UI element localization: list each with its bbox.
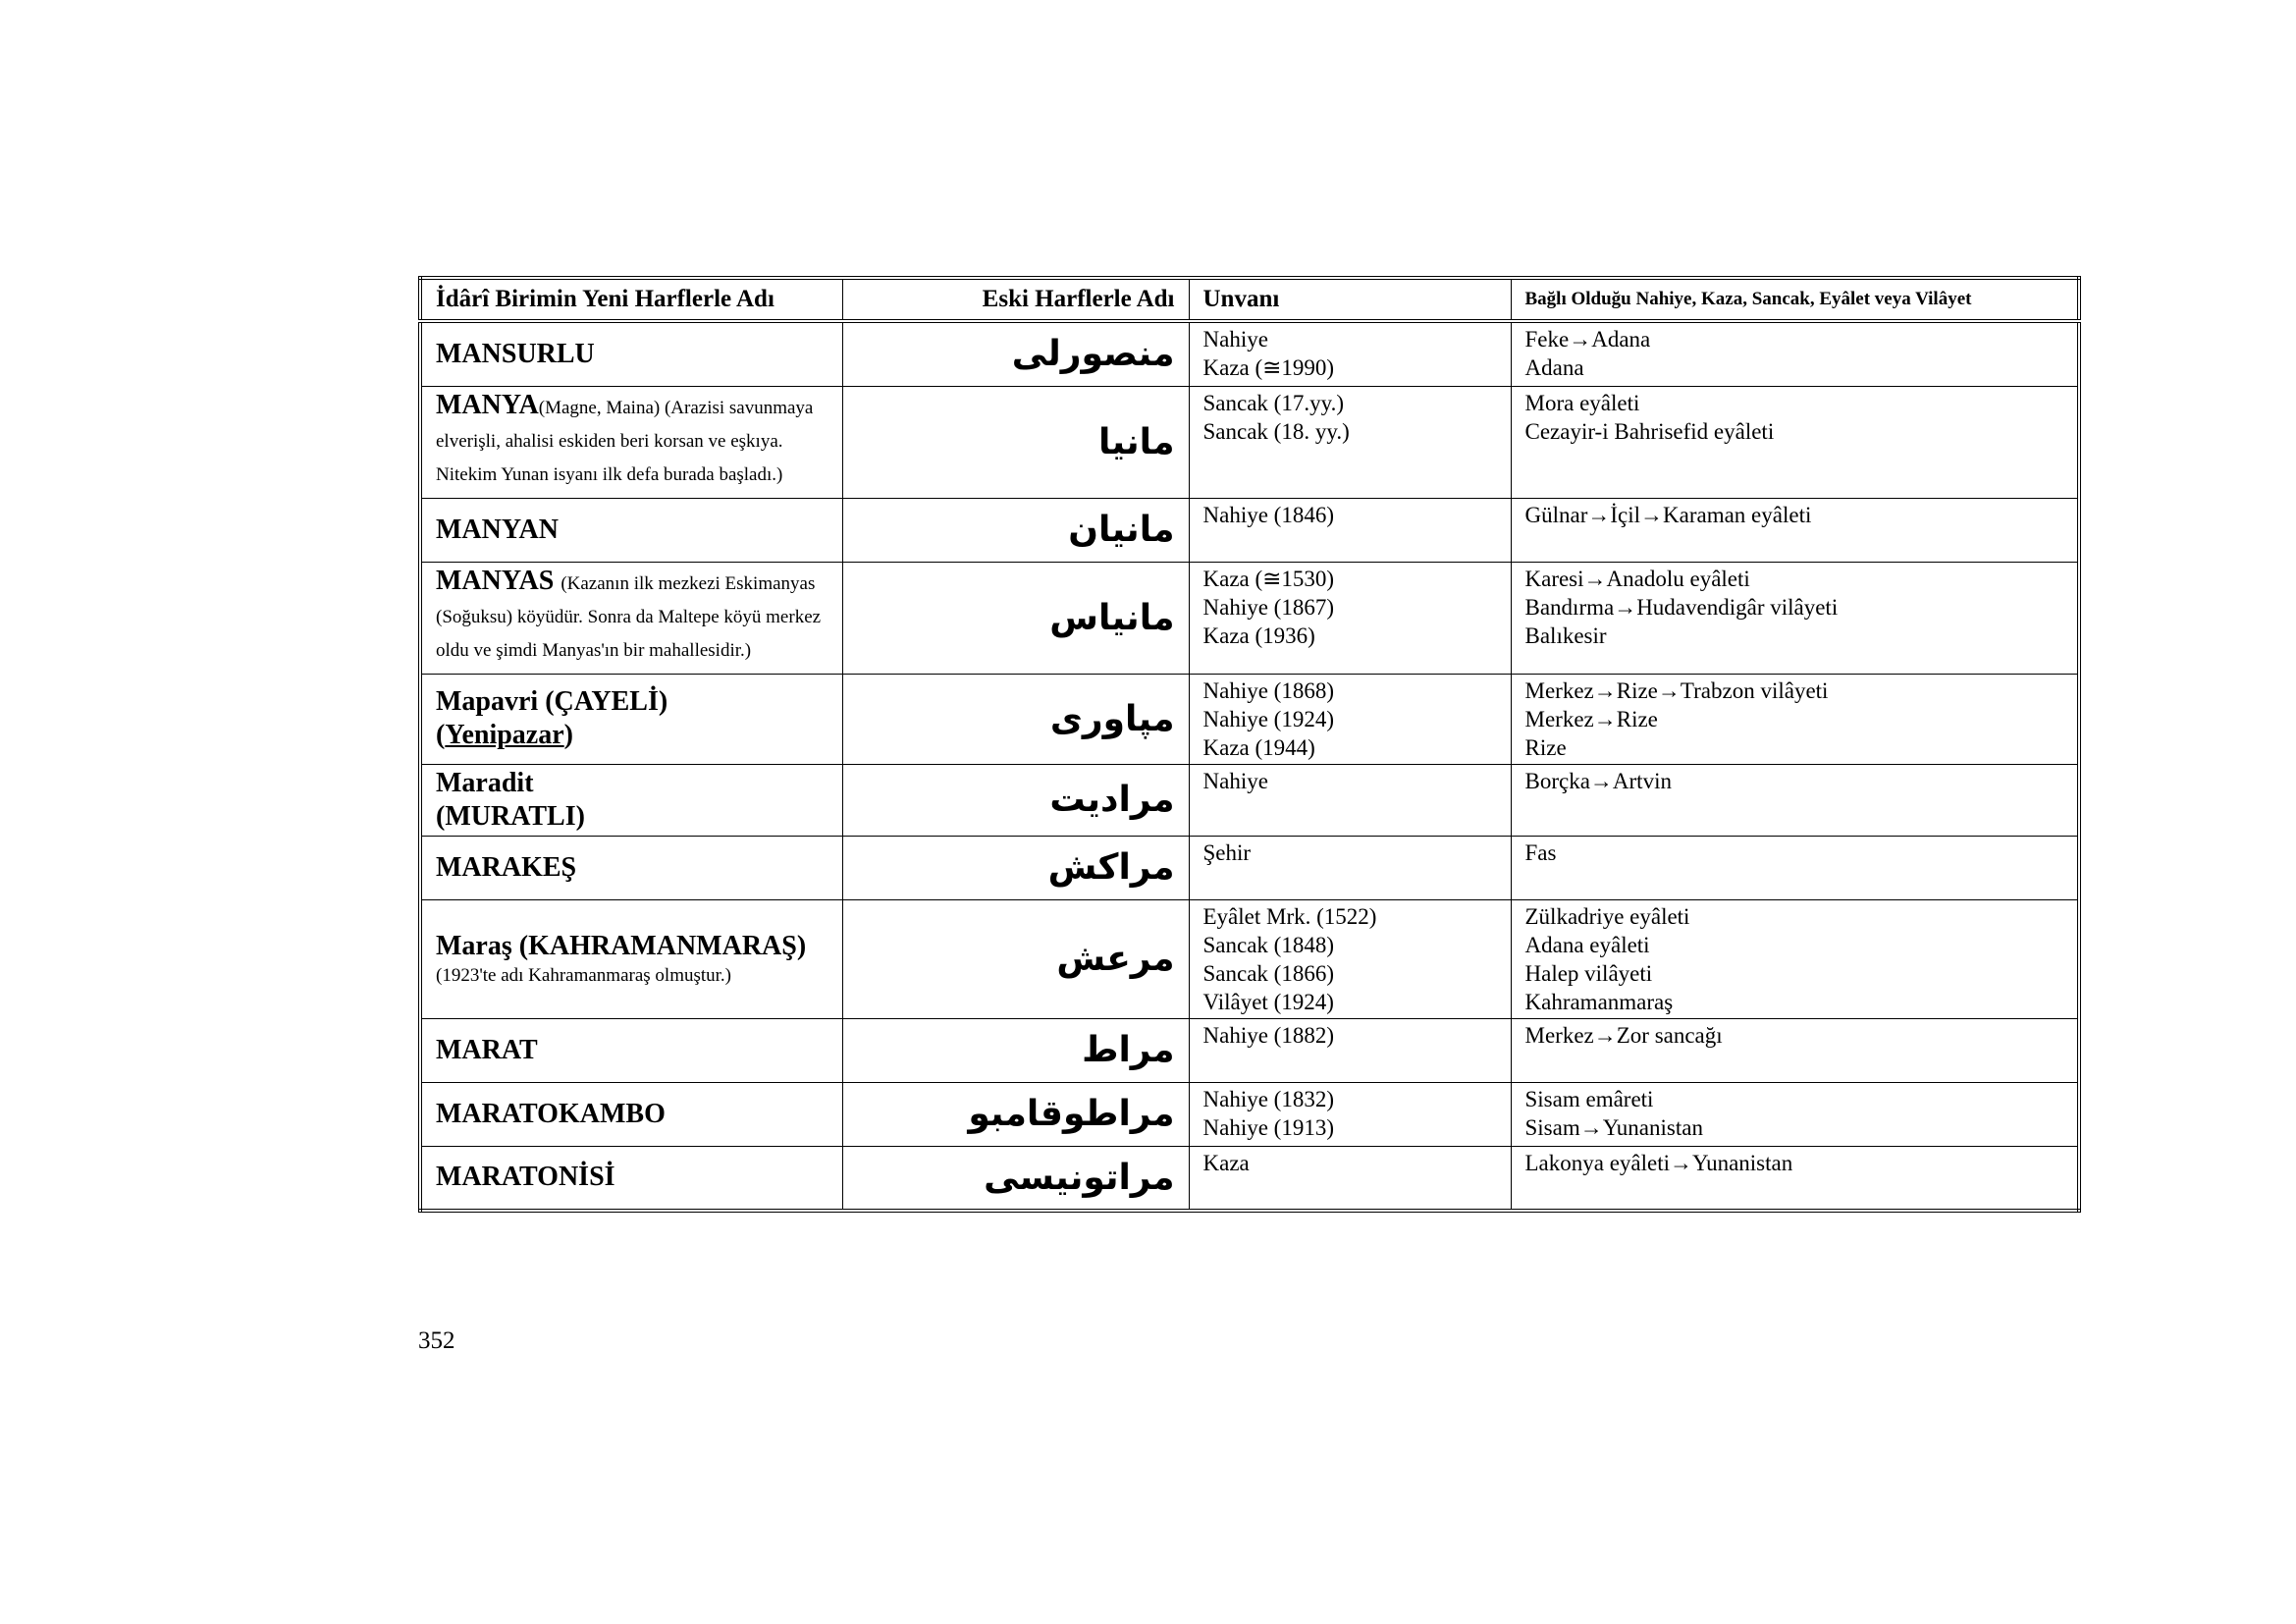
title-line: Nahiye (1913) — [1202, 1114, 1334, 1140]
unit-affiliation — [1511, 674, 2079, 764]
unit-affiliation — [1511, 386, 2079, 498]
unit-name-cell — [420, 764, 842, 836]
unit-name: MANSURLU — [420, 321, 842, 386]
unit-alt-name: Yenipazar — [445, 720, 564, 750]
ottoman-name: مانيا — [842, 386, 1189, 498]
title-line: Nahiye (1868) — [1202, 677, 1334, 703]
unit-name: Mapavri (ÇAYELİ) — [436, 686, 668, 717]
title-line: Kaza (1944) — [1202, 734, 1315, 760]
ottoman-name: مراطوقامبو — [842, 1082, 1189, 1146]
unit-affiliation — [1511, 562, 2079, 674]
title-line: Eyâlet Mrk. (1522) — [1202, 903, 1377, 929]
affiliation-line: Adana eyâleti — [1524, 932, 1650, 957]
unit-titles — [1189, 498, 1511, 562]
unit-titles — [1189, 321, 1511, 386]
unit-affiliation — [1511, 899, 2079, 1018]
unit-name: MANYAN — [420, 498, 842, 562]
table-row — [420, 1146, 2079, 1211]
unit-affiliation — [1511, 1082, 2079, 1146]
affiliation-line: Mora eyâleti — [1524, 390, 1640, 415]
affiliation-line: Merkez→Zor sancağı — [1524, 1022, 1723, 1048]
title-line: Sancak (18. yy.) — [1202, 418, 1350, 444]
unit-name: MANYAS — [436, 565, 555, 596]
ottoman-name: مراديت — [842, 764, 1189, 836]
title-line: Kaza — [1202, 1150, 1250, 1175]
affiliation-line: Sisam→Yunanistan — [1524, 1114, 1703, 1140]
unit-note: (Magne, Maina) (Arazisi savunmaya elverişli, ahalisi eskiden beri korsan ve eşkıya. Nitekim Yunan isyanı ilk defa burada başladı.) — [436, 397, 814, 485]
affiliation-line: Adana — [1524, 355, 1584, 380]
title-line: Kaza (1936) — [1202, 623, 1315, 648]
unit-affiliation — [1511, 836, 2079, 899]
title-line: Nahiye — [1202, 768, 1268, 793]
table-row — [420, 899, 2079, 1018]
title-line: Nahiye — [1202, 327, 1268, 352]
ottoman-name: مرعش — [842, 899, 1189, 1018]
unit-affiliation — [1511, 1018, 2079, 1082]
table-row — [420, 1082, 2079, 1146]
affiliation-line: Feke→Adana — [1524, 327, 1651, 352]
header-old-name: Eski Harflerle Adı — [842, 278, 1189, 321]
ottoman-name: مراتونيسى — [842, 1146, 1189, 1211]
ottoman-name: مراكش — [842, 836, 1189, 899]
gazetteer-table — [418, 276, 2081, 1213]
table-row — [420, 764, 2079, 836]
unit-titles — [1189, 1082, 1511, 1146]
title-line: Kaza (≅1990) — [1202, 355, 1335, 380]
ottoman-name: مراط — [842, 1018, 1189, 1082]
unit-titles — [1189, 1146, 1511, 1211]
affiliation-line: Kahramanmaraş — [1524, 989, 1674, 1014]
ottoman-name: مانيان — [842, 498, 1189, 562]
unit-name-cell — [420, 674, 842, 764]
unit-name: MARATONİSİ — [420, 1146, 842, 1211]
unit-name-cell — [420, 562, 842, 674]
title-line: Sancak (1848) — [1202, 932, 1334, 957]
affiliation-line: Cezayir-i Bahrisefid eyâleti — [1524, 418, 1775, 444]
unit-name: MARAKEŞ — [420, 836, 842, 899]
unit-titles — [1189, 386, 1511, 498]
title-line: Nahiye (1846) — [1202, 502, 1334, 527]
affiliation-line: Karesi→Anadolu eyâleti — [1524, 566, 1750, 591]
table-row — [420, 498, 2079, 562]
header-new-name: İdârî Birimin Yeni Harflerle Adı — [420, 278, 842, 321]
page-number: 352 — [418, 1327, 455, 1354]
title-line: Kaza (≅1530) — [1202, 566, 1335, 591]
header-title: Unvanı — [1189, 278, 1511, 321]
unit-name: Maradit — [436, 767, 534, 798]
affiliation-line: Lakonya eyâleti→Yunanistan — [1524, 1150, 1793, 1175]
affiliation-line: Borçka→Artvin — [1524, 768, 1672, 793]
affiliation-line: Merkez→Rize→Trabzon vilâyeti — [1524, 677, 1829, 703]
table-row — [420, 836, 2079, 899]
title-line: Nahiye (1924) — [1202, 706, 1334, 731]
affiliation-line: Sisam emâreti — [1524, 1086, 1654, 1111]
unit-affiliation — [1511, 321, 2079, 386]
affiliation-line: Balıkesir — [1524, 623, 1607, 648]
unit-titles — [1189, 674, 1511, 764]
title-line: Nahiye (1832) — [1202, 1086, 1334, 1111]
affiliation-line: Zülkadriye eyâleti — [1524, 903, 1690, 929]
table-row — [420, 321, 2079, 386]
title-line: Nahiye (1867) — [1202, 594, 1334, 620]
unit-titles — [1189, 836, 1511, 899]
unit-affiliation — [1511, 1146, 2079, 1211]
unit-titles — [1189, 764, 1511, 836]
unit-name-line2: (Yenipazar) — [436, 720, 573, 750]
affiliation-line: Halep vilâyeti — [1524, 960, 1653, 986]
ottoman-name: منصورلى — [842, 321, 1189, 386]
unit-affiliation — [1511, 764, 2079, 836]
unit-affiliation — [1511, 498, 2079, 562]
unit-note: (Kazanın ilk mezkezi Eskimanyas (Soğuksu) köyüdür. Sonra da Maltepe köyü merkez oldu ve şimdi Manyas'ın bir mahallesidir.) — [436, 572, 822, 661]
title-line: Sancak (1866) — [1202, 960, 1334, 986]
unit-name: MARATOKAMBO — [420, 1082, 842, 1146]
unit-titles — [1189, 562, 1511, 674]
title-line: Sancak (17.yy.) — [1202, 390, 1344, 415]
table-header-row — [420, 278, 2079, 321]
unit-note: (1923'te adı Kahramanmaraş olmuştur.) — [436, 965, 732, 986]
title-line: Vilâyet (1924) — [1202, 989, 1334, 1014]
table-row — [420, 1018, 2079, 1082]
unit-titles — [1189, 1018, 1511, 1082]
title-line: Şehir — [1202, 839, 1252, 865]
table-row — [420, 674, 2079, 764]
unit-name: MANYA — [436, 389, 539, 420]
ottoman-name: مپاورى — [842, 674, 1189, 764]
ottoman-name: مانياس — [842, 562, 1189, 674]
unit-name-cell — [420, 386, 842, 498]
table-row — [420, 386, 2079, 498]
affiliation-line: Merkez→Rize — [1524, 706, 1658, 731]
table-row — [420, 562, 2079, 674]
unit-name: Maraş (KAHRAMANMARAŞ) — [436, 931, 807, 961]
title-line: Nahiye (1882) — [1202, 1022, 1334, 1048]
unit-titles — [1189, 899, 1511, 1018]
header-affiliation: Bağlı Olduğu Nahiye, Kaza, Sancak, Eyâlet veya Vilâyet — [1511, 278, 2079, 321]
affiliation-line: Gülnar→İçil→Karaman eyâleti — [1524, 502, 1812, 527]
unit-name-cell — [420, 899, 842, 1018]
affiliation-line: Fas — [1524, 839, 1557, 865]
unit-name-line2: (MURATLI) — [436, 800, 585, 832]
affiliation-line: Rize — [1524, 734, 1567, 760]
unit-name: MARAT — [420, 1018, 842, 1082]
affiliation-line: Bandırma→Hudavendigâr vilâyeti — [1524, 594, 1839, 620]
